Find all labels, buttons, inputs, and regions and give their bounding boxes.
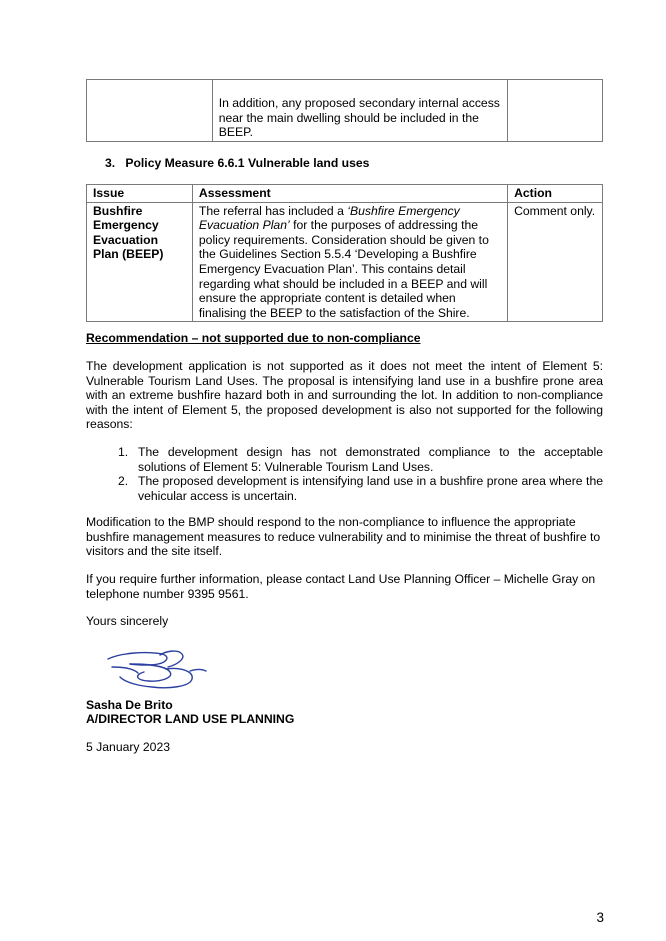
assessment-text-end: for the purposes of addressing the policy requirements. Consideration should be given to the Guidelines Section 5.5.4 ‘Developing a Bushfire Emergency Evacuation Plan’. This contains detail regarding what should be included in a BEEP and will ensure the appropriate content is detailed when finalising the BEEP to the satisfaction of the Shire. [198,218,489,320]
list-text: The development design has not demonstrated compliance to the acceptable solutions of Element 5: Vulnerable Tourism Land Uses. [138,445,603,474]
header-assessment: Assessment [192,185,507,203]
issue-cell: Bushfire Emergency Evacuation Plan (BEEP) [87,202,193,322]
salutation: Yours sincerely [86,614,169,628]
list-item [118,445,603,474]
table-cell: In addition, any proposed secondary internal access near the main dwelling should be included in the BEEP. [212,80,507,142]
header-issue: Issue [87,185,193,203]
signatory-name: Sasha De Brito [86,698,173,712]
reasons-list [118,445,603,503]
assessment-cell [192,202,507,322]
section-heading [105,156,369,171]
list-item [118,474,603,503]
assessment-table [86,184,603,322]
signature-image [100,645,210,693]
assessment-italic-title: ‘Bushfire Emergency Evacuation Plan’ [198,203,460,233]
table-header-row [87,185,603,203]
list-number: 2. [118,474,129,489]
contact-paragraph: If you require further information, please contact Land Use Planning Officer – Michelle Gray on telephone number 9395 9561. [86,572,596,601]
section-title: Policy Measure 6.6.1 Vulnerable land uses [125,156,370,170]
list-text: The proposed development is intensifying land use in a bushfire prone area where the vehicular access is uncertain. [138,474,603,503]
section-number: 3. [105,156,116,170]
continuation-table [86,79,603,142]
letter-date: 5 January 2023 [86,740,171,754]
table-row [87,202,603,322]
assessment-text-start: The referral has included a [198,203,348,218]
action-cell: Comment only. [508,202,603,322]
table-cell-empty [508,80,603,142]
table-row [87,80,603,142]
header-action: Action [508,185,603,203]
table-cell-empty [87,80,213,142]
modification-paragraph: Modification to the BMP should respond to the non-compliance to influence the appropriate bushfire management measures to reduce vulnerability and to minimise the threat of bushfire to visitors and the site itself. [86,515,601,559]
recommendation-heading: Recommendation – not supported due to non-compliance [86,331,421,345]
list-number: 1. [118,445,129,459]
page-number: 3 [596,910,604,925]
recommendation-paragraph: The development application is not supported as it does not meet the intent of Element 5: Vulnerable Tourism Land Uses. The proposal is intensifying land use in a bushfire prone area with an extreme bushfire hazard both in and surrounding the lot. In addition to non-compliance with the intent of Element 5, the proposed development is also not supported for the following reasons: [86,359,603,432]
signatory-title: A/DIRECTOR LAND USE PLANNING [86,712,295,726]
